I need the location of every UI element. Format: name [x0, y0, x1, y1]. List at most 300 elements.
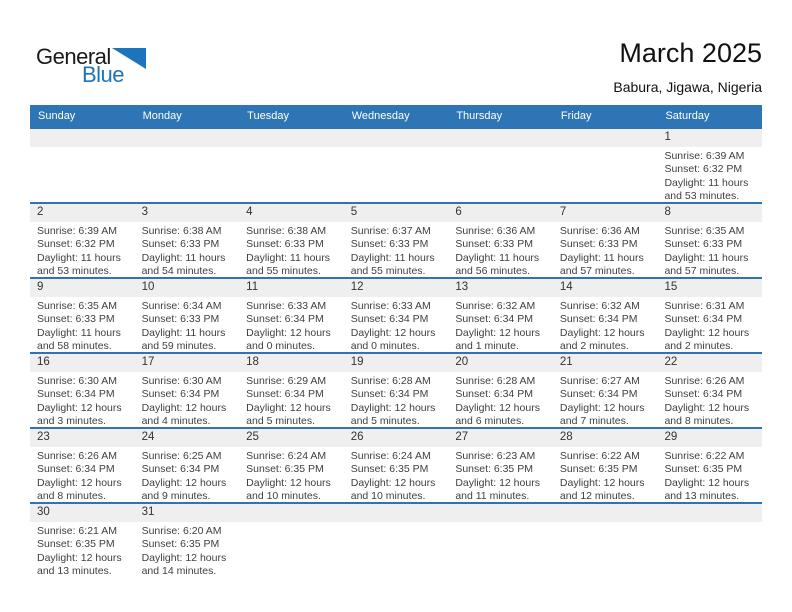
day-cell	[135, 279, 240, 352]
daylight-line2: and 13 minutes.	[37, 564, 112, 577]
day-number: 26	[350, 431, 364, 443]
day-number-band	[448, 504, 553, 522]
weekday-friday: Friday	[560, 110, 592, 122]
day-cell	[344, 204, 449, 277]
sunrise-text: Sunrise: 6:38 AM	[141, 225, 222, 237]
day-details	[553, 522, 658, 577]
day-details	[448, 372, 553, 427]
day-number-band	[344, 129, 449, 147]
day-number-band	[30, 129, 135, 147]
day-cell	[30, 429, 135, 502]
daylight-line2: and 53 minutes.	[37, 264, 112, 277]
sunset-text: Sunset: 6:35 PM	[37, 538, 115, 551]
day-number: 20	[455, 356, 469, 368]
logo-word-blue: Blue	[82, 62, 125, 87]
daylight-line2: and 8 minutes.	[37, 489, 106, 502]
sunrise-text: Sunrise: 6:23 AM	[455, 450, 536, 462]
day-number-band	[657, 279, 762, 297]
daylight-line2: and 7 minutes.	[559, 414, 629, 427]
day-cell	[553, 354, 658, 427]
daylight-line1: Daylight: 12 hours	[664, 401, 750, 414]
daylight-line2: and 58 minutes.	[37, 339, 112, 352]
sunrise-text: Sunrise: 6:21 AM	[37, 525, 117, 537]
sunset-text: Sunset: 6:33 PM	[141, 238, 220, 251]
sunrise-text: Sunrise: 6:37 AM	[350, 225, 431, 237]
daylight-line1: Daylight: 11 hours	[141, 326, 226, 339]
day-details	[239, 447, 344, 502]
day-number-band	[344, 354, 449, 372]
day-number: 8	[664, 206, 671, 218]
day-details	[448, 297, 553, 352]
day-cell	[239, 129, 344, 202]
daylight-line1: Daylight: 12 hours	[455, 401, 540, 414]
sunset-text: Sunset: 6:34 PM	[141, 463, 220, 476]
sunset-text: Sunset: 6:34 PM	[246, 313, 324, 326]
weekday-thursday: Thursday	[456, 110, 503, 122]
day-number: 2	[37, 206, 44, 218]
daylight-line1: Daylight: 12 hours	[350, 476, 436, 489]
day-cell	[553, 279, 658, 352]
sunset-text: Sunset: 6:34 PM	[141, 388, 220, 401]
daylight-line1: Daylight: 12 hours	[559, 326, 645, 339]
daylight-line1: Daylight: 11 hours	[559, 251, 644, 264]
day-details	[30, 147, 135, 202]
day-details	[657, 147, 762, 202]
day-number: 7	[559, 206, 567, 218]
day-number: 27	[455, 431, 469, 443]
weekday-tuesday: Tuesday	[247, 110, 289, 122]
daylight-line2: and 4 minutes.	[141, 414, 211, 427]
sunset-text: Sunset: 6:35 PM	[455, 463, 533, 476]
sunrise-text: Sunrise: 6:22 AM	[664, 450, 745, 462]
day-cell	[239, 204, 344, 277]
day-number-band	[448, 354, 553, 372]
day-cell	[448, 129, 553, 202]
day-number-band	[239, 129, 344, 147]
daylight-line1: Daylight: 12 hours	[246, 401, 331, 414]
daylight-line2: and 12 minutes.	[559, 489, 635, 502]
sunrise-text: Sunrise: 6:24 AM	[350, 450, 431, 462]
day-cell	[135, 504, 240, 577]
sunset-text: Sunset: 6:33 PM	[37, 313, 115, 326]
day-number-band	[553, 504, 658, 522]
calendar-table	[30, 105, 762, 577]
day-number: 19	[350, 356, 364, 368]
sunset-text: Sunset: 6:34 PM	[246, 388, 324, 401]
day-number-band	[448, 279, 553, 297]
day-number-band	[30, 429, 135, 447]
day-number-band	[135, 279, 240, 297]
sunset-text: Sunset: 6:33 PM	[141, 313, 220, 326]
sunrise-text: Sunrise: 6:33 AM	[350, 300, 431, 312]
sunrise-text: Sunrise: 6:30 AM	[37, 375, 117, 387]
day-number: 11	[246, 281, 259, 293]
sunset-text: Sunset: 6:35 PM	[246, 463, 324, 476]
daylight-line2: and 57 minutes.	[664, 264, 740, 277]
daylight-line1: Daylight: 12 hours	[246, 476, 331, 489]
daylight-line2: and 53 minutes.	[664, 189, 740, 202]
day-number: 17	[141, 356, 155, 368]
sunrise-text: Sunrise: 6:33 AM	[246, 300, 327, 312]
day-cell	[344, 129, 449, 202]
sunset-text: Sunset: 6:35 PM	[664, 463, 743, 476]
day-details	[344, 372, 449, 427]
daylight-line1: Daylight: 11 hours	[37, 326, 121, 339]
sunrise-text: Sunrise: 6:25 AM	[141, 450, 222, 462]
week-row	[30, 202, 762, 277]
weekday-saturday: Saturday	[665, 110, 710, 122]
daylight-line1: Daylight: 12 hours	[350, 401, 436, 414]
day-details	[135, 297, 240, 352]
day-cell	[30, 279, 135, 352]
day-details	[448, 222, 553, 277]
sunrise-text: Sunrise: 6:26 AM	[37, 450, 117, 462]
sunset-text: Sunset: 6:34 PM	[37, 388, 115, 401]
sunset-text: Sunset: 6:33 PM	[246, 238, 324, 251]
day-number-band	[135, 429, 240, 447]
sunrise-text: Sunrise: 6:32 AM	[559, 300, 640, 312]
day-number-band	[448, 129, 553, 147]
sunrise-text: Sunrise: 6:34 AM	[141, 300, 222, 312]
sunset-text: Sunset: 6:35 PM	[141, 538, 220, 551]
day-details	[239, 297, 344, 352]
day-cell	[135, 429, 240, 502]
title-block	[613, 38, 762, 95]
daylight-line1: Daylight: 12 hours	[350, 326, 436, 339]
day-number: 14	[559, 281, 573, 293]
day-cell	[239, 429, 344, 502]
sunset-text: Sunset: 6:33 PM	[559, 238, 638, 251]
daylight-line2: and 56 minutes.	[455, 264, 531, 277]
day-details	[657, 222, 762, 277]
daylight-line1: Daylight: 12 hours	[559, 401, 645, 414]
daylight-line2: and 8 minutes.	[664, 414, 734, 427]
sunset-text: Sunset: 6:34 PM	[664, 313, 743, 326]
daylight-line2: and 10 minutes.	[350, 489, 426, 502]
day-details	[553, 147, 658, 202]
sunrise-text: Sunrise: 6:20 AM	[141, 525, 222, 537]
daylight-line1: Daylight: 12 hours	[455, 476, 540, 489]
day-details	[657, 297, 762, 352]
weekday-monday: Monday	[142, 110, 182, 122]
sunset-text: Sunset: 6:34 PM	[559, 313, 638, 326]
day-details	[344, 147, 449, 202]
day-number: 18	[246, 356, 259, 368]
day-cell	[344, 354, 449, 427]
sunrise-text: Sunrise: 6:36 AM	[559, 225, 640, 237]
day-cell	[30, 129, 135, 202]
day-cell	[553, 504, 658, 577]
sunrise-text: Sunrise: 6:32 AM	[455, 300, 536, 312]
day-cell	[553, 204, 658, 277]
day-number: 29	[664, 431, 678, 443]
daylight-line1: Daylight: 12 hours	[37, 551, 122, 564]
day-number-band	[30, 354, 135, 372]
day-cell	[553, 429, 658, 502]
day-cell	[30, 354, 135, 427]
daylight-line1: Daylight: 12 hours	[37, 476, 122, 489]
logo-word-general: General	[36, 44, 111, 69]
day-details	[657, 447, 762, 502]
daylight-line1: Daylight: 11 hours	[664, 176, 749, 189]
sunset-text: Sunset: 6:35 PM	[350, 463, 429, 476]
daylight-line2: and 5 minutes.	[246, 414, 316, 427]
week-row	[30, 277, 762, 352]
day-number: 25	[246, 431, 259, 443]
sunset-text: Sunset: 6:33 PM	[350, 238, 429, 251]
daylight-line1: Daylight: 12 hours	[664, 326, 750, 339]
day-number: 3	[141, 206, 148, 218]
sunset-text: Sunset: 6:34 PM	[559, 388, 638, 401]
sunrise-text: Sunrise: 6:29 AM	[246, 375, 327, 387]
day-cell	[344, 429, 449, 502]
day-number-band	[30, 504, 135, 522]
day-cell	[553, 129, 658, 202]
day-cell	[448, 279, 553, 352]
day-details	[553, 447, 658, 502]
week-row	[30, 127, 762, 202]
sunset-text: Sunset: 6:32 PM	[664, 163, 743, 176]
day-number-band	[657, 504, 762, 522]
day-details	[135, 522, 240, 577]
sunrise-text: Sunrise: 6:28 AM	[455, 375, 536, 387]
day-details	[657, 522, 762, 577]
sunrise-text: Sunrise: 6:22 AM	[559, 450, 640, 462]
day-number: 16	[37, 356, 50, 368]
day-details	[448, 447, 553, 502]
day-number: 9	[37, 281, 44, 293]
weekday-sunday: Sunday	[38, 110, 76, 122]
day-number-band	[553, 279, 658, 297]
sunrise-text: Sunrise: 6:27 AM	[559, 375, 640, 387]
day-number: 15	[664, 281, 678, 293]
daylight-line2: and 57 minutes.	[559, 264, 635, 277]
sunrise-text: Sunrise: 6:35 AM	[664, 225, 745, 237]
day-details	[30, 447, 135, 502]
sunrise-text: Sunrise: 6:31 AM	[664, 300, 745, 312]
daylight-line2: and 10 minutes.	[246, 489, 321, 502]
daylight-line2: and 0 minutes.	[350, 339, 420, 352]
day-cell	[657, 279, 762, 352]
daylight-line2: and 55 minutes.	[246, 264, 321, 277]
sunset-text: Sunset: 6:34 PM	[455, 313, 533, 326]
day-number: 28	[559, 431, 573, 443]
day-number-band	[135, 129, 240, 147]
daylight-line1: Daylight: 12 hours	[246, 326, 331, 339]
sunrise-text: Sunrise: 6:26 AM	[664, 375, 745, 387]
day-number-band	[553, 204, 658, 222]
day-details	[239, 222, 344, 277]
day-number-band	[30, 204, 135, 222]
daylight-line2: and 11 minutes.	[455, 489, 530, 502]
daylight-line1: Daylight: 12 hours	[664, 476, 750, 489]
day-number: 30	[37, 506, 50, 518]
sunrise-text: Sunrise: 6:39 AM	[37, 225, 117, 237]
daylight-line1: Daylight: 11 hours	[141, 251, 226, 264]
day-cell	[135, 129, 240, 202]
day-number-band	[553, 354, 658, 372]
sunrise-text: Sunrise: 6:39 AM	[664, 150, 745, 162]
day-cell	[135, 204, 240, 277]
daylight-line2: and 9 minutes.	[141, 489, 211, 502]
day-cell	[657, 429, 762, 502]
day-details	[553, 372, 658, 427]
daylight-line1: Daylight: 12 hours	[141, 401, 227, 414]
day-cell	[30, 204, 135, 277]
day-number: 12	[350, 281, 364, 293]
day-details	[448, 147, 553, 202]
day-cell	[239, 279, 344, 352]
week-row	[30, 427, 762, 502]
sunset-text: Sunset: 6:34 PM	[455, 388, 533, 401]
daylight-line2: and 59 minutes.	[141, 339, 217, 352]
day-cell	[344, 279, 449, 352]
sunrise-text: Sunrise: 6:38 AM	[246, 225, 327, 237]
daylight-line2: and 14 minutes.	[141, 564, 217, 577]
sunset-text: Sunset: 6:34 PM	[664, 388, 743, 401]
day-number-band	[239, 279, 344, 297]
daylight-line1: Daylight: 11 hours	[350, 251, 435, 264]
day-number: 1	[664, 131, 671, 143]
day-details	[239, 147, 344, 202]
daylight-line1: Daylight: 11 hours	[455, 251, 540, 264]
day-number-band	[344, 279, 449, 297]
day-number-band	[135, 354, 240, 372]
day-number-band	[239, 354, 344, 372]
day-number-band	[657, 204, 762, 222]
day-cell	[239, 354, 344, 427]
day-cell	[657, 204, 762, 277]
day-number-band	[657, 129, 762, 147]
daylight-line1: Daylight: 11 hours	[664, 251, 749, 264]
month-title: March 2025	[619, 38, 762, 68]
day-details	[30, 297, 135, 352]
day-number-band	[135, 504, 240, 522]
day-number-band	[553, 429, 658, 447]
week-row	[30, 502, 762, 577]
day-number: 5	[350, 206, 358, 218]
daylight-line1: Daylight: 11 hours	[37, 251, 121, 264]
day-number: 24	[141, 431, 155, 443]
day-number: 23	[37, 431, 50, 443]
day-cell	[657, 129, 762, 202]
sunset-text: Sunset: 6:34 PM	[37, 463, 115, 476]
daylight-line1: Daylight: 11 hours	[246, 251, 331, 264]
day-cell	[135, 354, 240, 427]
daylight-line2: and 5 minutes.	[350, 414, 420, 427]
day-details	[135, 372, 240, 427]
day-number: 22	[664, 356, 678, 368]
daylight-line2: and 3 minutes.	[37, 414, 106, 427]
day-cell	[448, 354, 553, 427]
day-number-band	[344, 204, 449, 222]
weekday-header-row	[30, 105, 762, 127]
week-row	[30, 352, 762, 427]
weekday-wednesday: Wednesday	[351, 110, 410, 122]
day-number: 4	[246, 206, 253, 218]
day-number: 31	[141, 506, 155, 518]
sunset-text: Sunset: 6:33 PM	[664, 238, 743, 251]
day-cell	[657, 354, 762, 427]
day-cell	[448, 429, 553, 502]
sunset-text: Sunset: 6:34 PM	[350, 388, 429, 401]
sunrise-text: Sunrise: 6:36 AM	[455, 225, 536, 237]
day-details	[344, 297, 449, 352]
day-details	[30, 372, 135, 427]
day-details	[344, 447, 449, 502]
sunset-text: Sunset: 6:34 PM	[350, 313, 429, 326]
daylight-line2: and 13 minutes.	[664, 489, 740, 502]
day-number-band	[239, 204, 344, 222]
day-number-band	[448, 429, 553, 447]
day-details	[30, 522, 135, 577]
day-details	[553, 222, 658, 277]
sunrise-text: Sunrise: 6:28 AM	[350, 375, 431, 387]
day-details	[239, 522, 344, 577]
sunset-text: Sunset: 6:32 PM	[37, 238, 115, 251]
daylight-line1: Daylight: 12 hours	[455, 326, 540, 339]
day-cell	[448, 204, 553, 277]
weeks-container	[30, 127, 762, 577]
daylight-line1: Daylight: 12 hours	[37, 401, 122, 414]
day-details	[553, 297, 658, 352]
day-number-band	[239, 504, 344, 522]
day-details	[344, 222, 449, 277]
daylight-line2: and 0 minutes.	[246, 339, 316, 352]
day-number-band	[30, 279, 135, 297]
day-number-band	[448, 204, 553, 222]
sunrise-text: Sunrise: 6:24 AM	[246, 450, 327, 462]
day-number: 21	[559, 356, 573, 368]
day-number: 13	[455, 281, 469, 293]
general-blue-logo	[36, 46, 166, 85]
daylight-line2: and 6 minutes.	[455, 414, 525, 427]
daylight-line1: Daylight: 12 hours	[559, 476, 645, 489]
day-number-band	[553, 129, 658, 147]
day-details	[135, 222, 240, 277]
daylight-line2: and 1 minute.	[455, 339, 519, 352]
daylight-line2: and 55 minutes.	[350, 264, 426, 277]
day-details	[344, 522, 449, 577]
day-number-band	[344, 504, 449, 522]
sunrise-text: Sunrise: 6:30 AM	[141, 375, 222, 387]
day-number-band	[239, 429, 344, 447]
daylight-line2: and 2 minutes.	[559, 339, 629, 352]
daylight-line2: and 54 minutes.	[141, 264, 217, 277]
day-details	[30, 222, 135, 277]
day-details	[657, 372, 762, 427]
day-number-band	[657, 354, 762, 372]
daylight-line2: and 2 minutes.	[664, 339, 734, 352]
day-cell	[657, 504, 762, 577]
day-cell	[239, 504, 344, 577]
day-number: 10	[141, 281, 155, 293]
daylight-line1: Daylight: 12 hours	[141, 476, 227, 489]
day-number-band	[344, 429, 449, 447]
day-number-band	[135, 204, 240, 222]
day-number: 6	[455, 206, 462, 218]
sunrise-text: Sunrise: 6:35 AM	[37, 300, 117, 312]
day-details	[135, 447, 240, 502]
day-details	[135, 147, 240, 202]
day-details	[448, 522, 553, 577]
sunset-text: Sunset: 6:35 PM	[559, 463, 638, 476]
day-cell	[344, 504, 449, 577]
location-subtitle: Babura, Jigawa, Nigeria	[613, 79, 762, 95]
daylight-line1: Daylight: 12 hours	[141, 551, 227, 564]
day-details	[239, 372, 344, 427]
day-cell	[30, 504, 135, 577]
